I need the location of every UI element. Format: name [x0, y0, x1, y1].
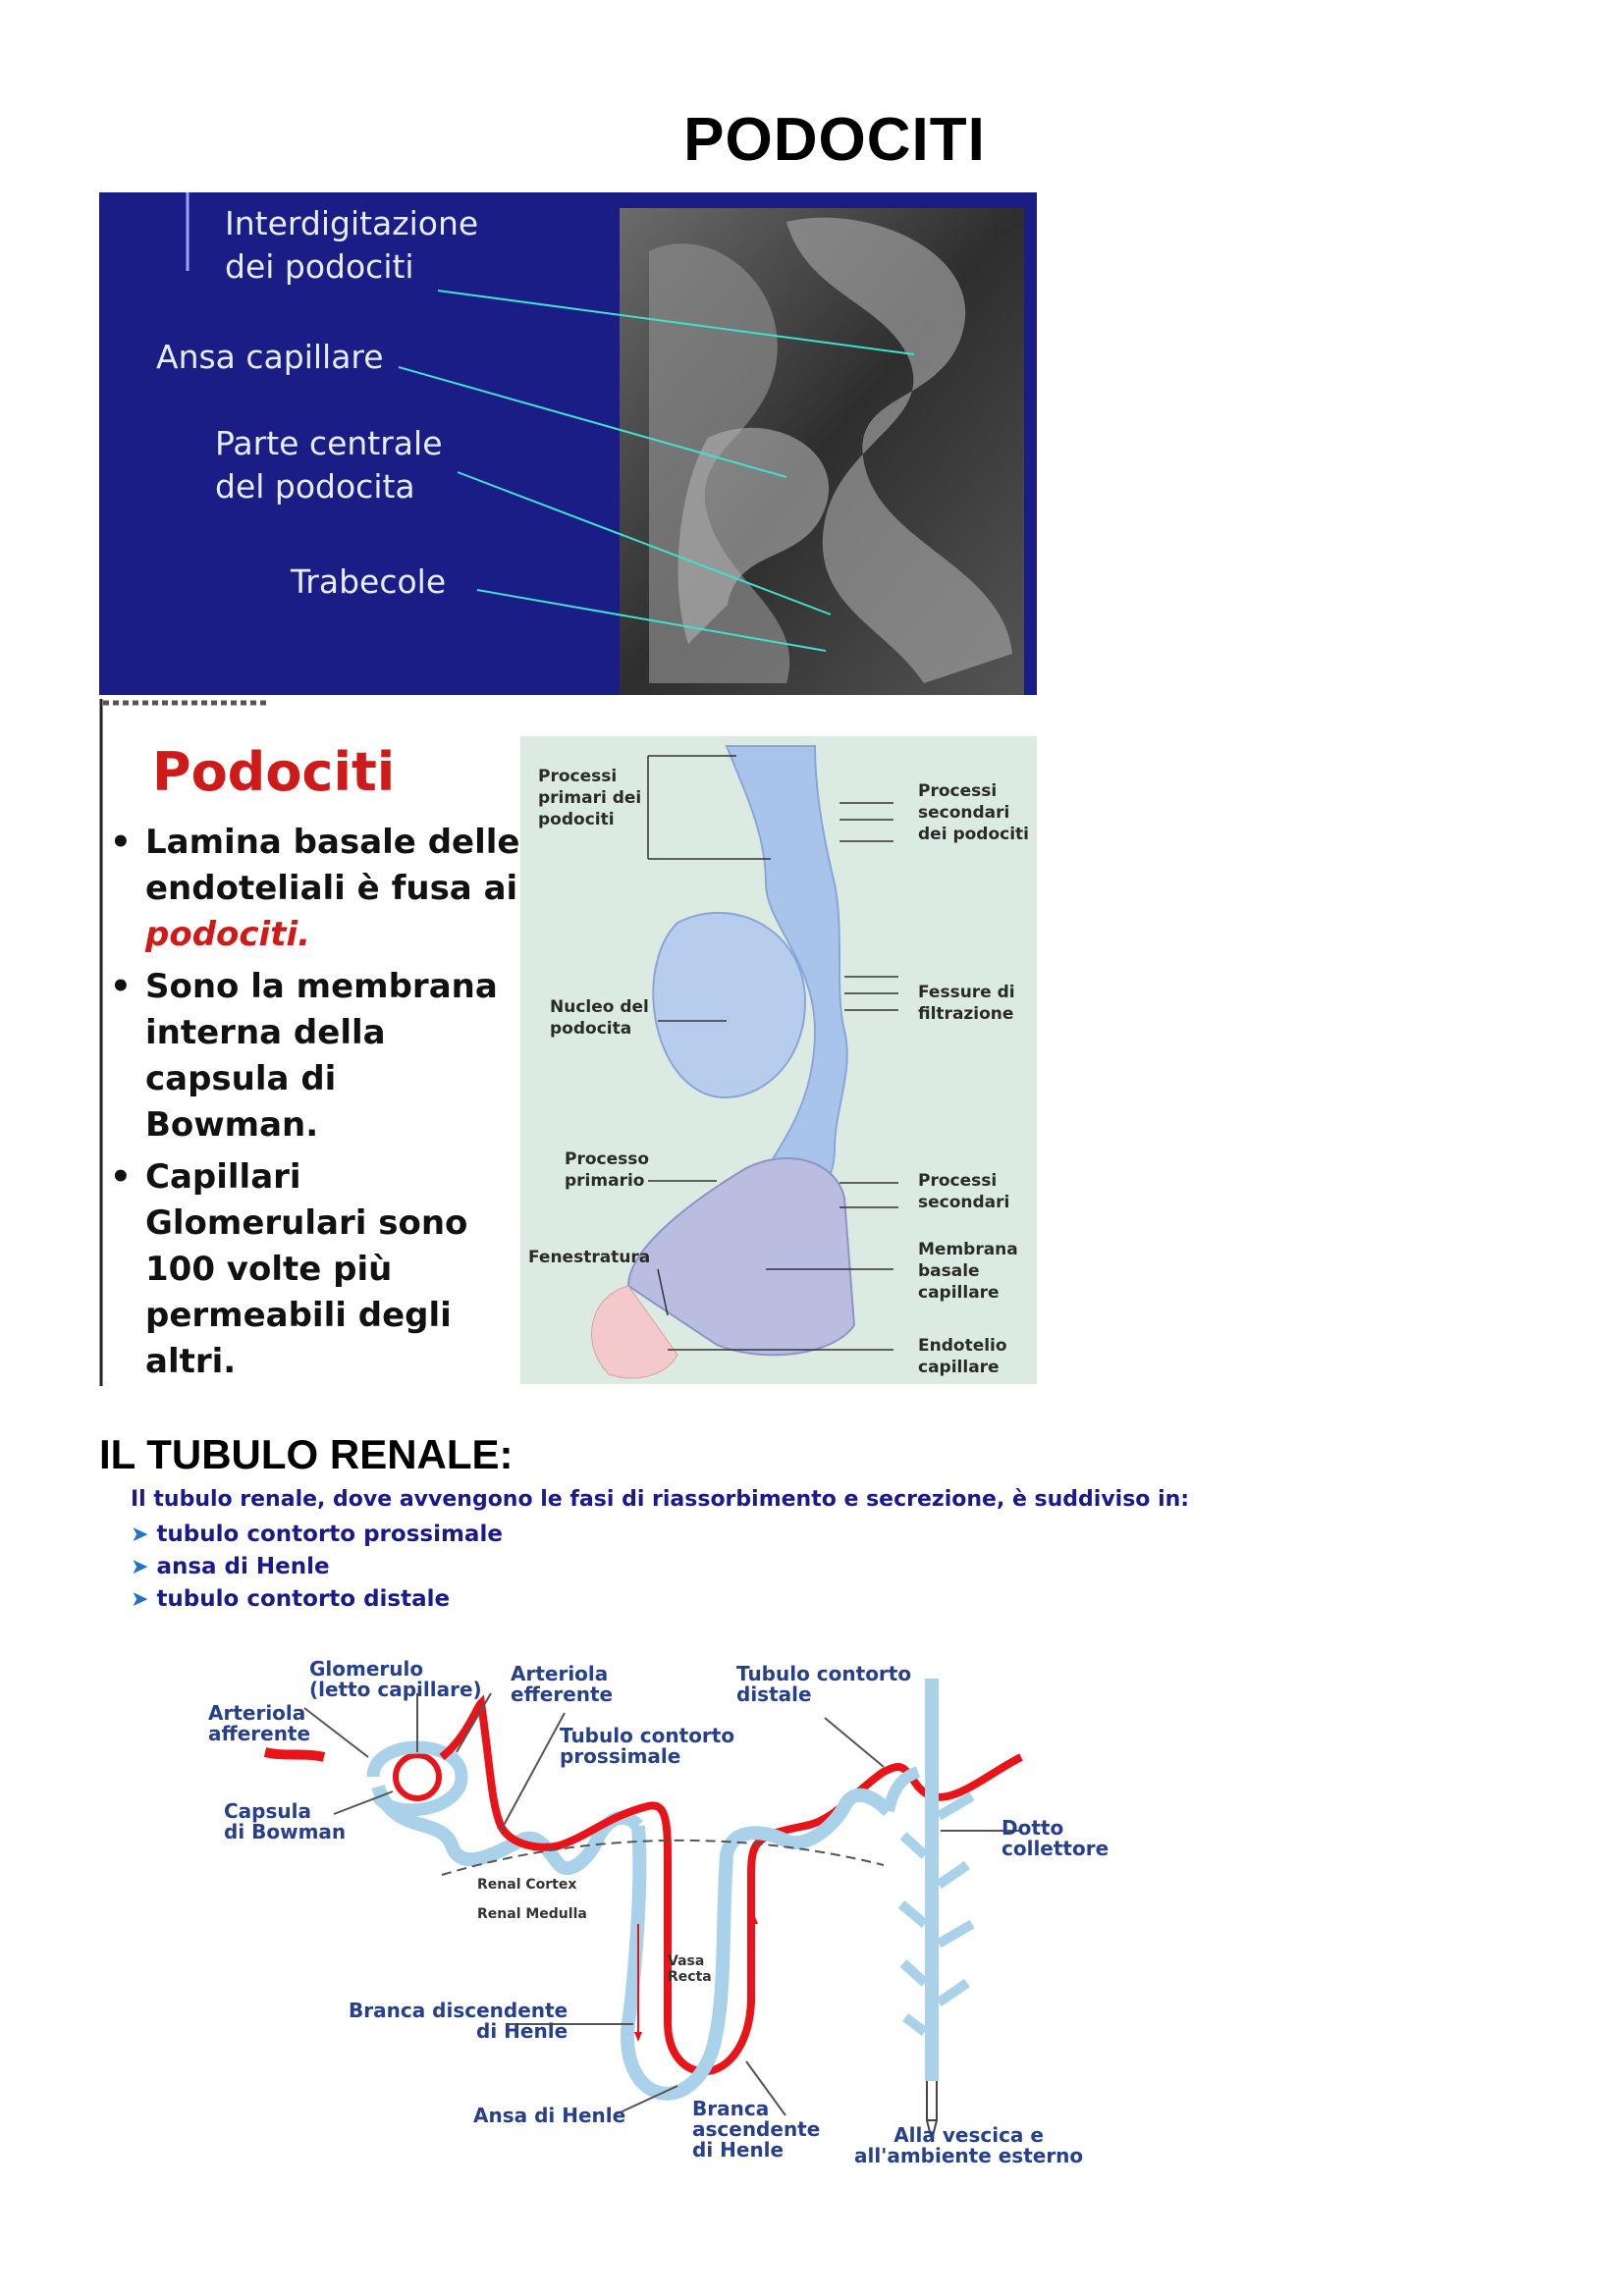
bullet-emphasis: podociti. — [145, 915, 311, 954]
label-processi-secondari-podociti: Processi secondari dei podociti — [918, 781, 1029, 844]
label-processo-primario: Processo primario — [565, 1149, 650, 1191]
nephron-diagram — [196, 1629, 1139, 2179]
sem-label-ansa: Ansa capillare — [156, 338, 384, 376]
list-item — [131, 1519, 503, 1551]
bullet-item — [108, 820, 520, 958]
label-processi-secondari: Processi secondari — [918, 1171, 1010, 1212]
label-tubulo-prossimale: Tubulo contorto prossimale — [560, 1724, 735, 1768]
sem-label-trabecole: Trabecole — [291, 562, 447, 601]
slide-title: Podociti — [152, 741, 396, 803]
bullet-item: • Capillari Glomerulari sono 100 volte più permeabili degli altri. — [108, 1154, 520, 1385]
label-branca-ascendente: Branca ascendente di Henle — [692, 2097, 821, 2162]
label-arteriola-afferente: Arteriola afferente — [208, 1701, 311, 1745]
bullet-item: • Sono la membrana interna della capsula di Bowman. — [108, 964, 520, 1148]
podocyte-diagram — [520, 736, 1037, 1384]
sem-micrograph-panel — [99, 192, 1037, 695]
list-item-label: tubulo contorto distale — [156, 1586, 451, 1612]
glomerulus-icon — [396, 1755, 439, 1798]
tubule-list — [131, 1519, 503, 1616]
label-glomerulo: Glomerulo (letto capillare) — [309, 1657, 482, 1701]
arrow-icon: ➤ — [131, 1587, 149, 1612]
label-processi-primari: Processi primari dei podociti — [538, 767, 642, 829]
arrow-icon: ➤ — [131, 1555, 149, 1579]
label-tubulo-distale: Tubulo contorto distale — [736, 1662, 912, 1706]
list-item — [131, 1551, 503, 1583]
label-vescica: Alla vescica e all'ambiente esterno — [854, 2123, 1084, 2167]
label-endotelio: Endotelio capillare — [918, 1336, 1007, 1377]
label-ansa: Ansa di Henle — [473, 2104, 626, 2127]
arrow-icon: ➤ — [131, 1522, 149, 1547]
label-branca-discendente: Branca discendente di Henle — [349, 1999, 568, 2043]
section-heading: IL TUBULO RENALE: — [99, 1431, 514, 1477]
list-item-label: ansa di Henle — [156, 1554, 330, 1579]
label-fenestratura: Fenestratura — [528, 1248, 651, 1267]
label-fessure: Fessure di filtrazione — [918, 983, 1015, 1024]
intro-text: Il tubulo renale, dove avvengono le fasi di riassorbimento e secrezione, è suddiviso in: — [131, 1487, 1190, 1512]
page-title: PODOCITI — [683, 106, 986, 174]
bullet-list — [108, 820, 520, 1391]
nephron-drawing — [196, 1629, 1139, 2179]
label-cortex: Renal Cortex — [477, 1877, 577, 1893]
label-membrana: Membrana basale capillare — [918, 1240, 1018, 1303]
label-medulla: Renal Medulla — [477, 1906, 587, 1922]
sem-label-interdigitazione: Interdigitazione dei podociti — [225, 204, 479, 286]
label-arteriola-efferente: Arteriola efferente — [511, 1662, 614, 1706]
label-dotto: Dotto collettore — [1001, 1816, 1110, 1860]
list-item-label: tubulo contorto prossimale — [156, 1522, 503, 1547]
label-nucleo: Nucleo del podocita — [550, 997, 649, 1039]
label-vasa-recta: Vasa Recta — [668, 1953, 712, 1985]
sem-label-parte-centrale: Parte centrale del podocita — [215, 424, 443, 506]
bullet-text: Lamina basale delle endoteliali è fusa ai — [145, 823, 520, 908]
label-capsula: Capsula di Bowman — [224, 1799, 347, 1843]
list-item — [131, 1583, 503, 1616]
